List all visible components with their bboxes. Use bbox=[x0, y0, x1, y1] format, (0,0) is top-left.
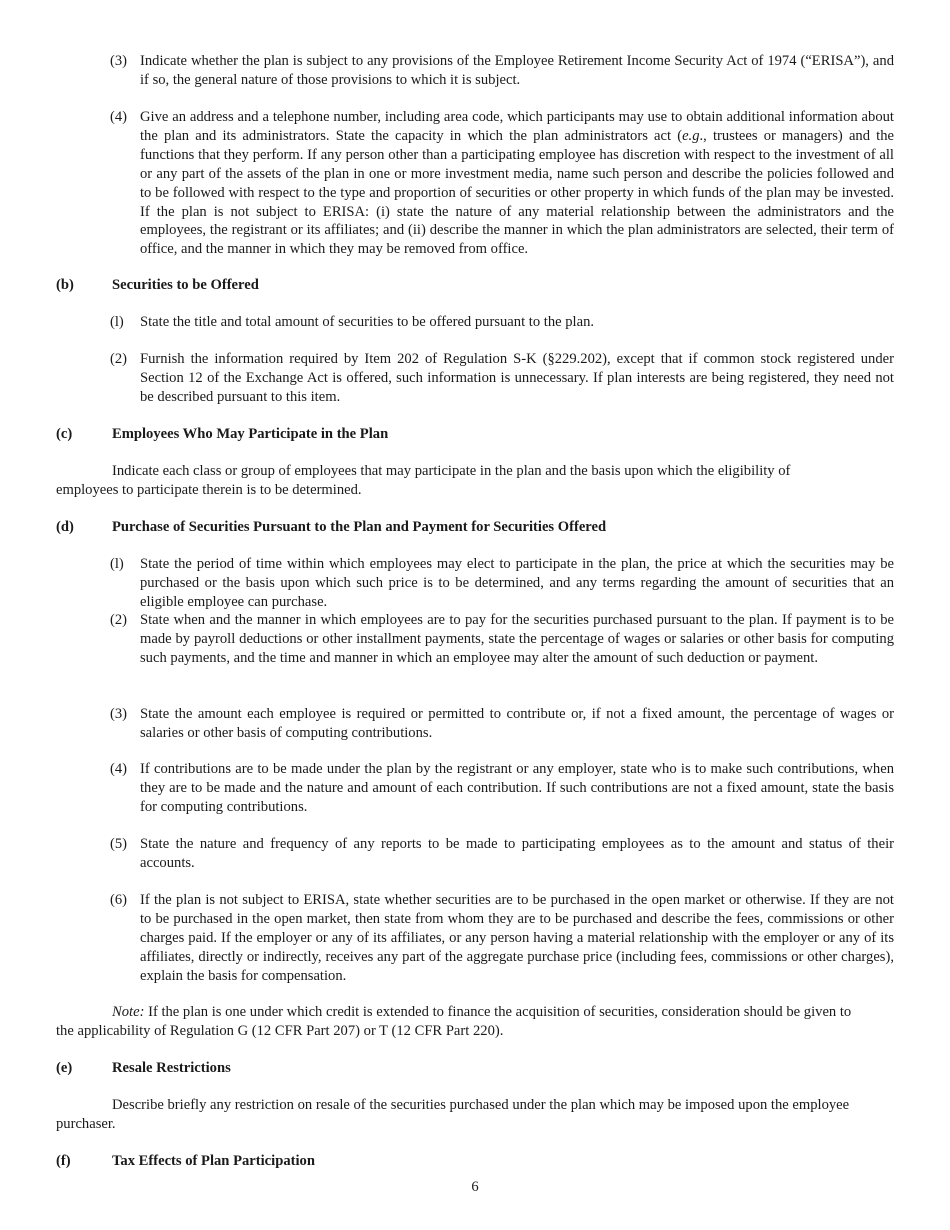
list-item-d2 bbox=[110, 611, 894, 668]
note-text: If the plan is one under which credit is extended to finance the acquisition of securities, consideration should be given to the applicability of Regulation G (12 CFR Part 207) or T (12 CFR Part 220). bbox=[56, 1004, 852, 1039]
item-number: (3) bbox=[110, 53, 128, 69]
section-heading-e bbox=[56, 1059, 231, 1078]
section-heading-c bbox=[56, 425, 388, 444]
section-title: Purchase of Securities Pursuant to the Plan and Payment for Securities Offered bbox=[112, 519, 607, 535]
item-number: (l) bbox=[110, 556, 124, 572]
item-text: Furnish the information required by Item 202 of Regulation S-K (§229.202), except that if common stock registered under Section 12 of the Exchange Act is offered, such information is unnecessary. If plan interests are being registered, they need not be described pursuant to this item. bbox=[140, 351, 894, 405]
item-text: Indicate whether the plan is subject to any provisions of the Employee Retirement Income Security Act of 1974 (“ERISA”), and if so, the general nature of those provisions to which it is subject. bbox=[140, 53, 894, 88]
item-text: State the title and total amount of securities to be offered pursuant to the plan. bbox=[140, 314, 595, 330]
item-text: If contributions are to be made under the plan by the registrant or any employer, state who is to make such contributions, when they are to be made and the nature and amount of each contribution. If such contributions are not a fixed amount, state the basis for computing contributions. bbox=[140, 761, 894, 815]
section-c-paragraph: Indicate each class or group of employees that may participate in the plan and the basis upon which the eligibility of employees to participate therein is to be determined. bbox=[56, 463, 791, 498]
list-item-d5 bbox=[110, 835, 894, 873]
item-number: (4) bbox=[110, 109, 128, 125]
list-item-d3 bbox=[110, 705, 894, 743]
item-text: Give an address and a telephone number, including area code, which participants may use to obtain additional information about the plan and its administrators. State the capacity in which the plan administrators act (e.g., trustees or managers) and the functions that they perform. If any person other than a participating employee has discretion with respect to the investment of all or any part of the assets of the plan in one or more investment media, name such person and describe the policies followed and to be followed with respect to the type and proportion of securities or other property in which funds of the plan may be invested. If the plan is not subject to ERISA: (i) state the nature of any material relationship between the administrators and the employees, the registrant or its affiliates; and (ii) describe the manner in which the plan administrators are selected, their term of office, and the manner in which they may be removed from office. bbox=[140, 109, 894, 258]
item-text: State the period of time within which employees may elect to participate in the plan, the price at which the securities may be purchased or the basis upon which such price is to be determined, and any terms regarding the amount of securities that an eligible employee can purchase. bbox=[140, 556, 894, 610]
item-text: If the plan is not subject to ERISA, state whether securities are to be purchased in the open market or otherwise. If they are not to be purchased in the open market, then state from whom they are to be purchased and describe the fees, commissions or other charges paid. If the employer or any of its affiliates, or any person having a material relationship with the employer or any of its affiliates, directly or indirectly, receives any part of the aggregate purchase price (including fees, commissions or other charges), explain the basis for compensation. bbox=[140, 892, 894, 984]
section-heading-f bbox=[56, 1152, 315, 1171]
note-label: Note: bbox=[112, 1004, 145, 1020]
item-number: (2) bbox=[110, 351, 128, 367]
list-item-d6 bbox=[110, 891, 894, 986]
list-item-b1 bbox=[110, 313, 894, 332]
section-label: (c) bbox=[56, 426, 73, 442]
list-item-d4 bbox=[110, 760, 894, 817]
italic-eg: e.g bbox=[682, 127, 700, 144]
section-heading-b bbox=[56, 276, 259, 295]
section-d-note bbox=[56, 1003, 856, 1041]
section-title: Resale Restrictions bbox=[112, 1060, 231, 1076]
item-number: (2) bbox=[110, 612, 128, 628]
item-text: State the nature and frequency of any reports to be made to participating employees as to the amount and status of their accounts. bbox=[140, 836, 894, 871]
list-item-a4 bbox=[110, 108, 894, 259]
section-label: (f) bbox=[56, 1153, 71, 1169]
list-item-b2 bbox=[110, 350, 894, 407]
item-number: (4) bbox=[110, 761, 128, 777]
item-number: (5) bbox=[110, 836, 128, 852]
section-label: (b) bbox=[56, 277, 74, 293]
section-label: (d) bbox=[56, 519, 74, 535]
item-number: (6) bbox=[110, 892, 128, 908]
item-number: (l) bbox=[110, 314, 124, 330]
section-title: Tax Effects of Plan Participation bbox=[112, 1153, 315, 1169]
list-item-d1 bbox=[110, 555, 894, 612]
section-label: (e) bbox=[56, 1060, 73, 1076]
page-number: 6 bbox=[471, 1179, 479, 1195]
section-heading-d bbox=[56, 518, 606, 537]
list-item-a3 bbox=[110, 52, 894, 90]
item-text: State the amount each employee is required or permitted to contribute or, if not a fixed amount, the percentage of wages or salaries or other basis of computing contributions. bbox=[140, 706, 894, 741]
section-e-paragraph: Describe briefly any restriction on resale of the securities purchased under the plan which may be imposed upon the employee purchaser. bbox=[56, 1097, 850, 1132]
section-title: Securities to be Offered bbox=[112, 277, 259, 293]
item-number: (3) bbox=[110, 706, 128, 722]
item-text: State when and the manner in which employees are to pay for the securities purchased pursuant to the plan. If payment is to be made by payroll deductions or other installment payments, state the percentage of wages or salaries or other basis for computing such payments, and the time and manner in which an employee may alter the amount of such deduction or payment. bbox=[140, 612, 894, 666]
section-title: Employees Who May Participate in the Plan bbox=[112, 426, 389, 442]
